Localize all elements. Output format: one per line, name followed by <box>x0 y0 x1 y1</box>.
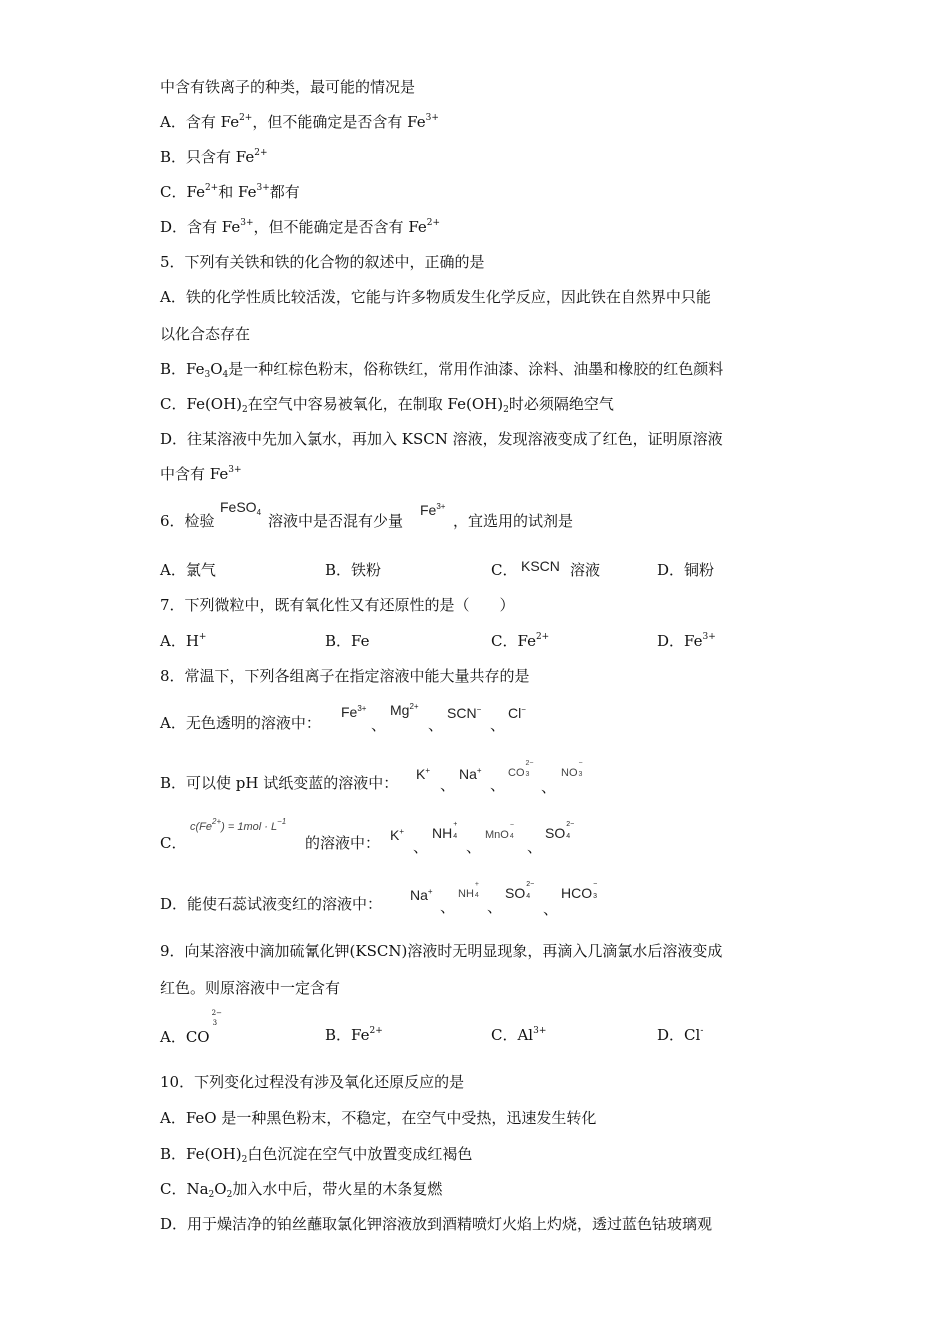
q7-option-c: C．$Fe^{2+}$ <box>491 632 550 650</box>
q9-stem-line1: 9．向某溶液中滴加硫氰化钾(KSCN)溶液时无明显现象，再滴入几滴氯水后溶液变成 <box>160 942 723 960</box>
q6-stem-mid: 溶液中是否混有少量 <box>268 512 404 530</box>
q4-stem-tail: 中含有铁离子的种类，最可能的情况是 <box>160 78 416 96</box>
ion-k-plus: K+ <box>416 766 431 782</box>
ion-no3-minus: NO − 3 <box>561 760 583 779</box>
separator: 、 <box>543 900 559 918</box>
ion-nh4-plus: NH + 4 <box>432 821 458 841</box>
q10-stem: 10．下列变化过程没有涉及氧化还原反应的是 <box>160 1073 465 1091</box>
q4-option-b: B．只含有 $Fe^{2+}$ <box>160 148 268 166</box>
q7-option-b: B．Fe <box>325 632 370 650</box>
q7-stem: 7．下列微粒中，既有氧化性又有还原性的是（ ） <box>160 596 515 614</box>
q4-option-a: A．含有 $Fe^{2+}$，但不能确定是否含有 $Fe^{3+}$ <box>160 113 439 131</box>
separator: 、 <box>487 898 503 916</box>
q10-option-d: D．用于燥洁净的铂丝蘸取氯化钾溶液放到酒精喷灯火焰上灼烧，透过蓝色钴玻璃观 <box>160 1215 713 1233</box>
separator: 、 <box>440 776 456 794</box>
formula-kscn: KSCN <box>521 558 560 574</box>
ion-scn-minus: SCN− <box>447 705 482 721</box>
q6-option-d: D．铜粉 <box>657 561 715 579</box>
q5-option-b: B．$Fe_3O_4$是一种红棕色粉末，俗称铁红，常用作油漆、涂料、油墨和橡胶的红色颜料 <box>160 360 724 380</box>
separator: 、 <box>440 898 456 916</box>
q5-option-c: C．$Fe(OH)_2$在空气中容易被氧化，在制取 $Fe(OH)_2$时必须隔绝空气 <box>160 395 614 415</box>
q6-option-c: C． <box>491 561 518 579</box>
q8-option-d-label: D．能使石蕊试液变红的溶液中： <box>160 895 383 913</box>
ion-mg2plus: $Mg^{2+}$ <box>390 702 419 718</box>
q9-option-c: C．$Al^{3+}$ <box>491 1026 547 1044</box>
q6-option-c-suffix: 溶液 <box>570 561 601 579</box>
q10-option-a: A．FeO 是一种黑色粉末，不稳定，在空气中受热，迅速发生转化 <box>160 1109 597 1127</box>
ion-so4-2minus: SO 2− 4 <box>505 881 535 901</box>
ion-na-plus: Na+ <box>459 766 482 782</box>
q9-option-a: A．CO 2− 3 <box>160 1009 222 1046</box>
q5-option-a-line1: A．铁的化学性质比较活泼，它能与许多物质发生化学反应，因此铁在自然界中只能 <box>160 288 711 306</box>
q9-option-b: B．$Fe^{2+}$ <box>325 1026 383 1044</box>
separator: 、 <box>490 716 506 734</box>
q8-option-c-text: 的溶液中： <box>305 834 381 852</box>
ion-so4-2minus: SO 2− 4 <box>545 821 575 841</box>
formula-feso4: FeSO$_4$ <box>220 499 262 517</box>
q6-option-a: A．氯气 <box>160 561 216 579</box>
ion-hco3-minus: HCO − 3 <box>561 881 598 901</box>
formula-fe3plus: $Fe^{3+}$ <box>420 502 446 518</box>
separator: 、 <box>490 776 506 794</box>
separator: 、 <box>541 778 557 796</box>
ion-cl-minus: Cl− <box>508 705 526 721</box>
ion-nh4-plus: NH + 4 <box>458 881 479 900</box>
q5-option-d-line1: D．往某溶液中先加入氯水，再加入 KSCN 溶液，发现溶液变成了红色，证明原溶液 <box>160 430 723 448</box>
separator: 、 <box>428 716 444 734</box>
separator: 、 <box>413 838 429 856</box>
ion-co3-2minus: CO 2− 3 <box>508 760 534 779</box>
q6-stem-end: ，宜选用的试剂是 <box>453 512 574 530</box>
q8-option-b-label: B．可以使 pH 试纸变蓝的溶液中： <box>160 774 399 792</box>
q5-option-d-line2: 中含有 $Fe^{3+}$ <box>160 465 242 483</box>
formula-fe-concentration: $c(Fe^{2+}) = 1mol \cdot L^{-1}$ <box>190 817 287 833</box>
separator: 、 <box>466 838 482 856</box>
q10-option-c: C．$Na_2O_2$加入水中后，带火星的木条复燃 <box>160 1180 443 1200</box>
ion-k-plus: K+ <box>390 827 405 843</box>
q5-stem: 5．下列有关铁和铁的化合物的叙述中，正确的是 <box>160 253 485 271</box>
q4-option-d: D．含有 $Fe^{3+}$，但不能确定是否含有 $Fe^{2+}$ <box>160 218 441 236</box>
ion-na-plus: Na+ <box>410 887 433 903</box>
q4-option-c: C．$Fe^{2+}$和 $Fe^{3+}$都有 <box>160 183 300 201</box>
q7-option-d: D．$Fe^{3+}$ <box>657 632 716 650</box>
q8-option-c-label: C． <box>160 834 187 852</box>
q8-stem: 8．常温下，下列各组离子在指定溶液中能大量共存的是 <box>160 667 530 685</box>
q6-option-b: B．铁粉 <box>325 561 382 579</box>
separator: 、 <box>371 716 387 734</box>
separator: 、 <box>527 838 543 856</box>
q8-option-a-label: A．无色透明的溶液中： <box>160 714 321 732</box>
q9-stem-line2: 红色。则原溶液中一定含有 <box>160 979 341 997</box>
q9-option-d: D．Cl- <box>657 1026 704 1044</box>
q6-stem-start: 6．检验 <box>160 512 215 530</box>
q5-option-a-line2: 以化合态存在 <box>160 325 251 343</box>
ion-mno4-minus: MnO − 4 <box>485 822 514 841</box>
ion-fe3plus: $Fe^{3+}$ <box>341 704 367 720</box>
q10-option-b: B．$Fe(OH)_2$白色沉淀在空气中放置变成红褐色 <box>160 1145 473 1165</box>
q7-option-a: A．H+ <box>160 632 207 650</box>
